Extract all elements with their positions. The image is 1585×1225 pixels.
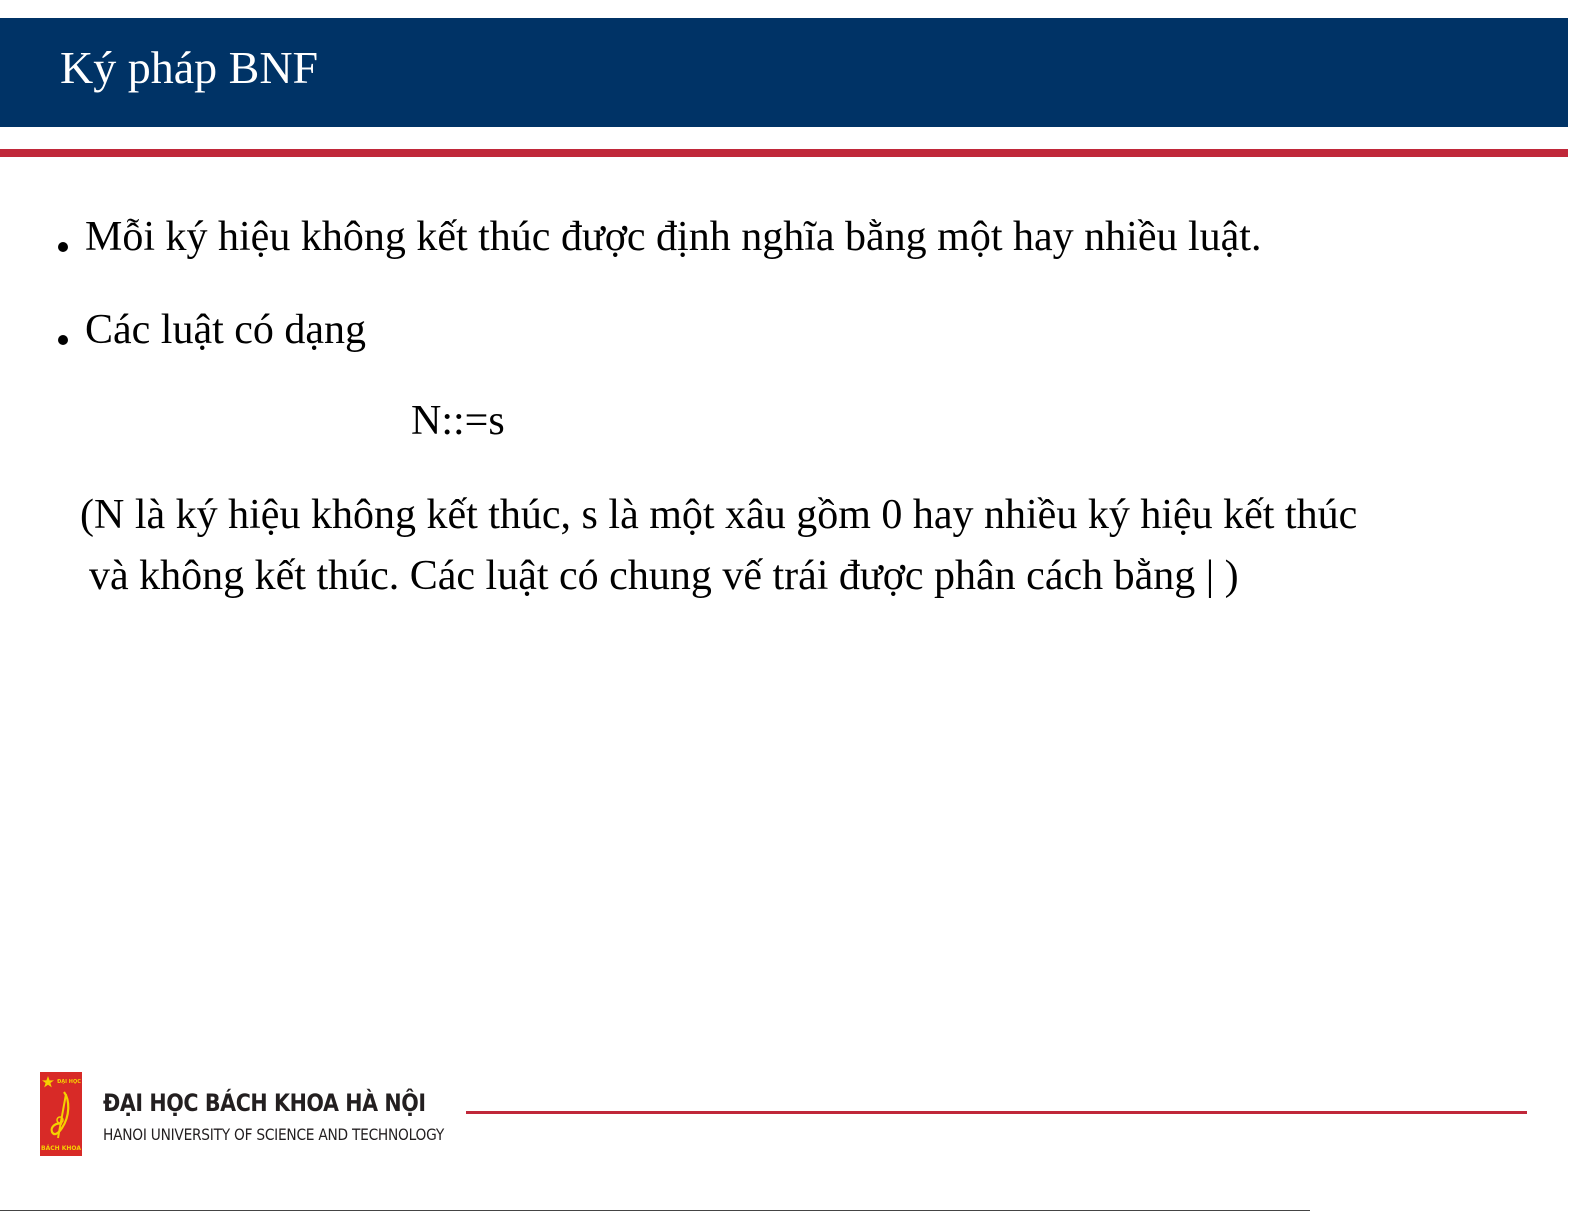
title-underline bbox=[0, 149, 1568, 157]
bullet-dot-icon bbox=[58, 242, 68, 252]
note-line: và không kết thúc. Các luật có chung vế trái được phân cách bằng | ) bbox=[89, 553, 1239, 599]
rule-formula: N::=s bbox=[411, 398, 505, 444]
slide-title: Ký pháp BNF bbox=[60, 42, 319, 93]
university-name-vi: ĐẠI HỌC BÁCH KHOA HÀ NỘI bbox=[103, 1089, 426, 1117]
footer-divider bbox=[466, 1111, 1527, 1114]
note-line: (N là ký hiệu không kết thúc, s là một xâu gồm 0 hay nhiều ký hiệu kết thúc bbox=[80, 492, 1358, 538]
bottom-border bbox=[0, 1210, 1310, 1211]
bullet-text: Các luật có dạng bbox=[85, 307, 367, 353]
logo-top-text: ĐẠI HỌC bbox=[57, 1079, 81, 1085]
bullet-item bbox=[58, 212, 1261, 262]
bullet-dot-icon bbox=[58, 335, 68, 345]
university-logo-icon bbox=[40, 1072, 82, 1156]
logo-bottom-text: BÁCH KHOA bbox=[41, 1145, 81, 1152]
bullet-text: Mỗi ký hiệu không kết thúc được định nghĩa bằng một hay nhiều luật. bbox=[85, 214, 1262, 260]
university-name-en: HANOI UNIVERSITY OF SCIENCE AND TECHNOLOGY bbox=[103, 1125, 444, 1144]
bullet-item bbox=[58, 305, 366, 355]
